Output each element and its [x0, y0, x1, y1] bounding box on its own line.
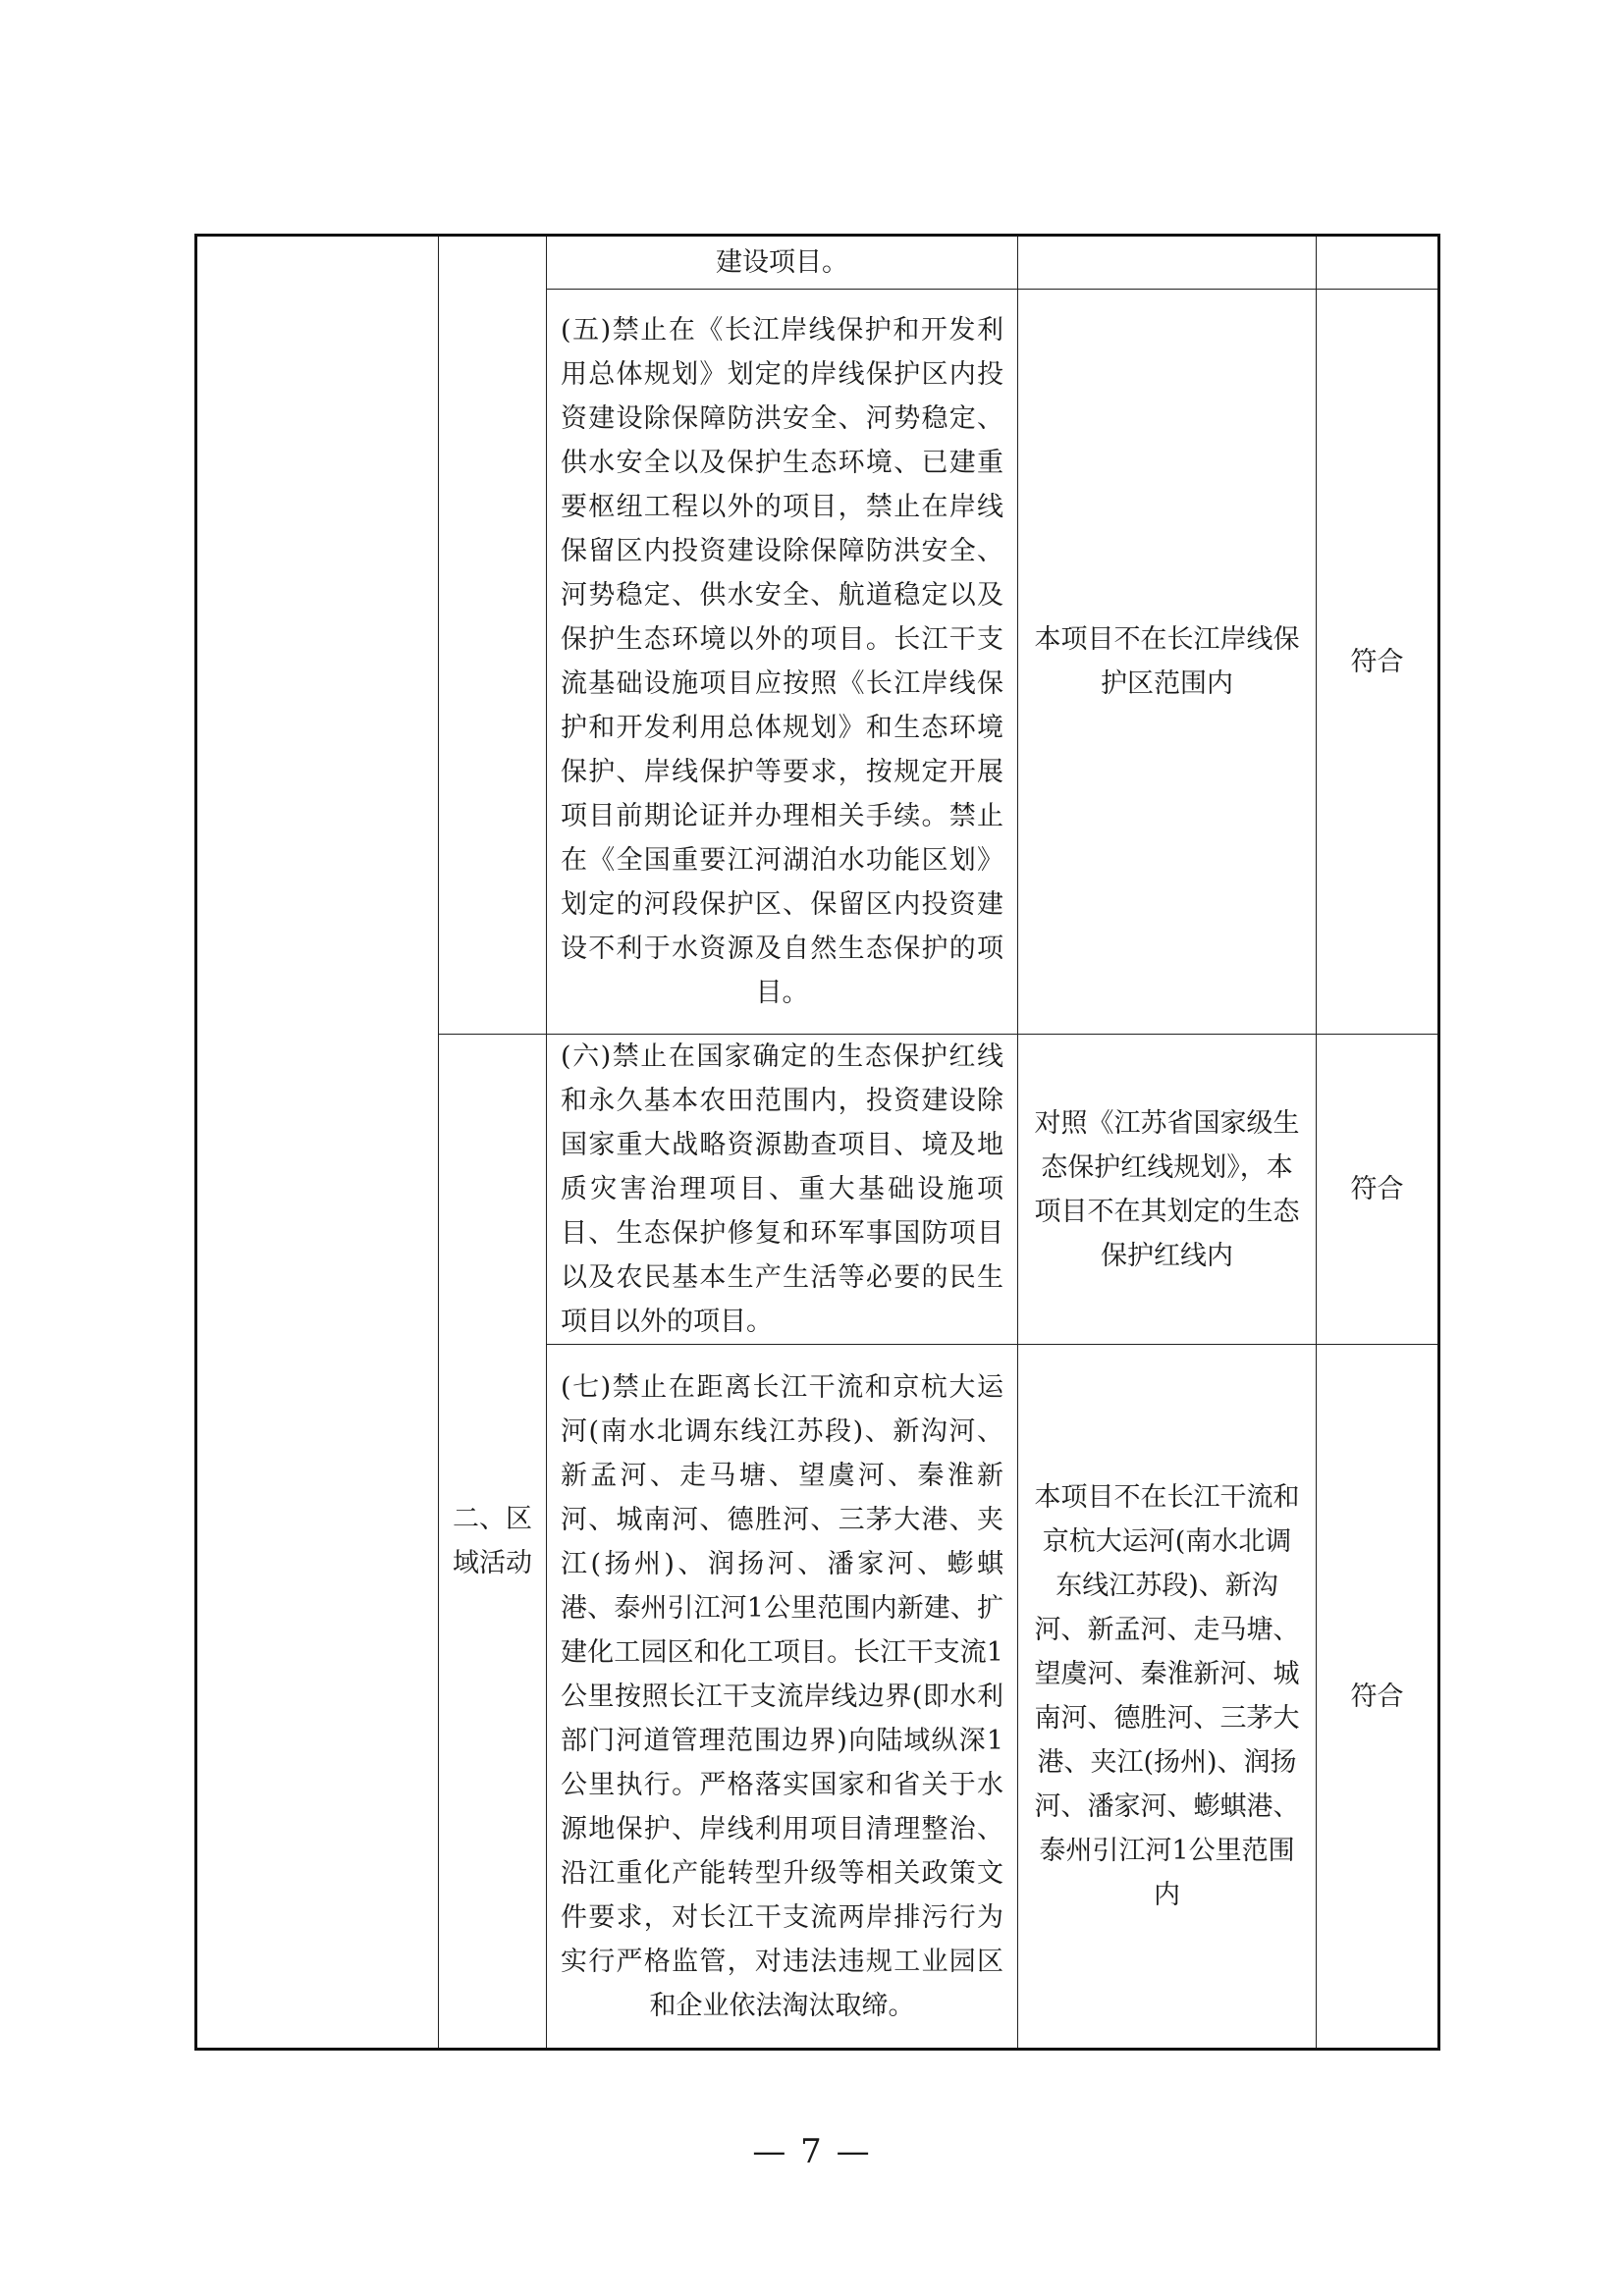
requirement-cell: (五)禁止在《长江岸线保护和开发利用总体规划》划定的岸线保护区内投资建设除保障防洪安全、河势稳定、供水安全以及保护生态环境、已建重要枢纽工程以外的项目，禁止在岸线保留区内投资建设除保障防洪安全、河势稳定、供水安全、航道稳定以及保护生态环境以外的项目。长江干支流基础设施项目应按照《长江岸线保护和开发利用总体规划》和生态环境保护、岸线保护等要求，按规定开展项目前期论证并办理相关手续。禁止在《全国重要江河湖泊水功能区划》划定的河段保护区、保留区内投资建设不利于水资源及自然生态保护的项目。	[547, 290, 1018, 1035]
requirement-cell: (六)禁止在国家确定的生态保护红线和永久基本农田范围内，投资建设除国家重大战略资源勘查项目、境及地质灾害治理项目、重大基础设施项目、生态保护修复和环军事国防项目以及农民基本生产生活等必要的民生项目以外的项目。	[547, 1035, 1018, 1345]
description-cell	[1018, 236, 1317, 290]
result-cell: 符合	[1317, 1035, 1439, 1345]
table-row	[196, 236, 1439, 290]
category-cell	[196, 236, 439, 2050]
area-label: 二、区域活动	[439, 1035, 547, 2050]
requirement-cell: 建设项目。	[547, 236, 1018, 290]
result-cell: 符合	[1317, 290, 1439, 1035]
area-cell-empty	[439, 236, 547, 1035]
requirement-cell: (七)禁止在距离长江干流和京杭大运河(南水北调东线江苏段)、新沟河、新孟河、走马塘、望虞河、秦淮新河、城南河、德胜河、三茅大港、夹江(扬州)、润扬河、潘家河、蟛蜞港、泰州引江河1公里范围内新建、扩建化工园区和化工项目。长江干支流1公里按照长江干支流岸线边界(即水利部门河道管理范围边界)向陆域纵深1公里执行。严格落实国家和省关于水源地保护、岸线利用项目清理整治、沿江重化产能转型升级等相关政策文件要求，对长江干支流两岸排污行为实行严格监管，对违法违规工业园区和企业依法淘汰取缔。	[547, 1345, 1018, 2050]
compliance-table	[194, 234, 1440, 2051]
page-number: — 7 —	[752, 2132, 872, 2171]
description-cell: 本项目不在长江岸线保护区范围内	[1018, 290, 1317, 1035]
result-cell: 符合	[1317, 1345, 1439, 2050]
result-cell	[1317, 236, 1439, 290]
description-cell: 本项目不在长江干流和京杭大运河(南水北调东线江苏段)、新沟河、新孟河、走马塘、望虞河、秦淮新河、城南河、德胜河、三茅大港、夹江(扬州)、润扬河、潘家河、蟛蜞港、泰州引江河1公里范围内	[1018, 1345, 1317, 2050]
description-cell: 对照《江苏省国家级生态保护红线规划》，本项目不在其划定的生态保护红线内	[1018, 1035, 1317, 1345]
